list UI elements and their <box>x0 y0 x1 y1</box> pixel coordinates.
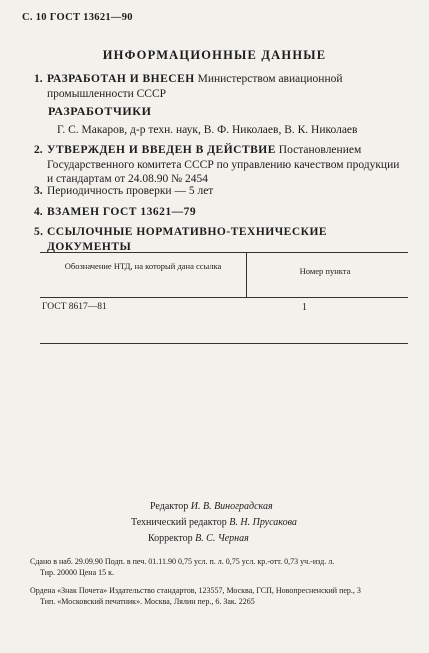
tech-editor-name: В. Н. Прусакова <box>229 517 297 528</box>
corrector-name: В. С. Черная <box>195 533 249 544</box>
item-text: Периодичность проверки — 5 лет <box>47 185 214 197</box>
developers-names: Г. С. Макаров, д-р техн. наук, В. Ф. Николаев, В. К. Николаев <box>57 124 358 136</box>
item-number: 2. <box>34 144 43 156</box>
table-cell-punkt: 1 <box>302 302 307 313</box>
page-header: С. 10 ГОСТ 13621—90 <box>22 12 133 23</box>
tech-editor-label: Технический редактор <box>131 517 230 528</box>
info-item-5 <box>34 225 407 254</box>
imprint-line-4: Тип. «Московский печатник». Москва, Лялин пер., 6. Зак. 2265 <box>40 596 255 606</box>
table-header-punkt: Номер пункта <box>299 266 351 276</box>
info-item-1 <box>34 72 407 101</box>
corrector-line <box>148 532 249 547</box>
item-number: 1. <box>34 73 43 85</box>
info-item-2 <box>34 143 407 187</box>
editor-line <box>150 500 273 515</box>
item-number: 5. <box>34 226 44 238</box>
imprint-line-2: Тир. 20000 Цена 15 к. <box>40 567 115 577</box>
info-item-3 <box>34 184 407 199</box>
item-number: 4. <box>34 206 43 218</box>
imprint-line-1: Сдано в наб. 29.09.90 Подп. в печ. 01.11.90 0,75 усл. п. л. 0,75 усл. кр.-отт. 0,73 уч.-изд. л. <box>30 557 335 566</box>
item-text: Постановлением Государственного комитета СССР по управлению качеством продукции и стандартам от 24.08.90 № 2454 <box>47 144 400 185</box>
item-lead: УТВЕРЖДЕН И ВВЕДЕН В ДЕЙСТВИЕ <box>47 144 276 156</box>
corrector-label: Корректор <box>148 533 196 544</box>
developers-title: РАЗРАБОТЧИКИ <box>48 104 152 118</box>
table-column-divider <box>246 252 247 297</box>
editor-label: Редактор <box>150 501 191 512</box>
table-header-ntd: Обозначение НТД, на который дана ссылка <box>64 261 222 271</box>
reference-table <box>40 252 408 344</box>
section-title: ИНФОРМАЦИОННЫЕ ДАННЫЕ <box>102 48 327 62</box>
item-text: Министерством авиационной промышленности СССР <box>47 73 343 100</box>
table-bottom-rule <box>40 343 408 344</box>
item-lead: ВЗАМЕН ГОСТ 13621—79 <box>47 206 197 218</box>
imprint-block <box>30 557 361 607</box>
editor-name: И. В. Виноградская <box>190 501 273 512</box>
item-number: 3. <box>34 185 43 197</box>
table-header-rule <box>40 297 408 298</box>
table-top-rule <box>40 252 408 253</box>
imprint-line-3: Ордена «Знак Почета» Издательство стандартов, 123557, Москва, ГСП, Новопресненский пер., 3 <box>30 586 361 595</box>
table-cell-ntd: ГОСТ 8617—81 <box>42 302 107 312</box>
tech-editor-line <box>131 516 297 531</box>
info-item-4 <box>34 205 407 220</box>
item-lead: ССЫЛОЧНЫЕ НОРМАТИВНО-ТЕХНИЧЕСКИЕ ДОКУМЕНТЫ <box>47 226 328 253</box>
item-lead: РАЗРАБОТАН И ВНЕСЕН <box>47 73 195 85</box>
